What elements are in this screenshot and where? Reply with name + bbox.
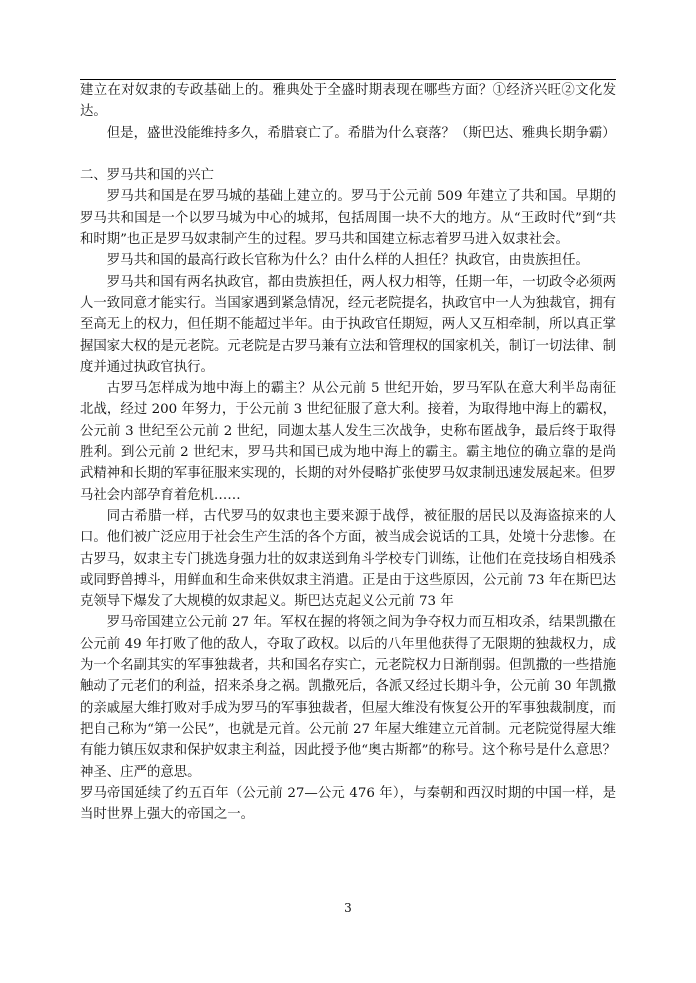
page-number: 3: [344, 901, 352, 915]
section-heading: 二、罗马共和国的兴亡: [80, 168, 214, 184]
paragraph: 古罗马怎样成为地中海上的霸主？从公元前 5 世纪开始，罗马军队在意大利半岛南征北战，经过 200 年努力，于公元前 3 世纪征服了意大利。接着，为取得地中海上的霸权，公元前 3 世纪至公元前 2 世纪，同迦太基人发生三次战争，史称布匿战争，最后终于取得胜利。到公元前 2 世纪末，罗马共和国已成为地中海上的霸主。霸主地位的确立靠的是尚武精神和长期的军事征服来实现的，长期的对外侵略扩张使罗马奴隶制迅速发展起来。但罗马社会内部孕育着危机……: [80, 381, 616, 503]
paragraph: 罗马共和国有两名执政官，都由贵族担任，两人权力相等，任期一年，一切政令必须两人一致同意才能实行。当国家遇到紧急情况，经元老院提名，执政官中一人为独裁官，拥有至高无上的权力，但任期不能超过半年。由于执政官任期短，两人又互相牵制，所以真正掌握国家大权的是元老院。元老院是古罗马兼有立法和管理权的国家机关，制订一切法律、制度并通过执政官执行。: [80, 274, 616, 375]
paragraph: 罗马帝国建立公元前 27 年。军权在握的将领之间为争夺权力而互相攻杀，结果凯撒在公元前 49 年打败了他的敌人，夺取了政权。以后的八年里他获得了无限期的独裁权力，成为一个名副其实的军事独裁者，共和国名存实亡，元老院权力日渐削弱。但凯撒的一些措施触动了元老们的利益，招来杀身之祸。凯撒死后，各派又经过长期斗争，公元前 30 年凯撒的亲戚屋大维打败对手成为罗马的军事独裁者，但屋大维没有恢复公开的军事独裁制度，而把自己称为“第一公民”，也就是元首。公元前 27 年屋大维建立元首制。元老院觉得屋大维有能力镇压奴隶和保护奴隶主利益，因此授予他“奥古斯都”的称号。这个称号是什么意思？神圣、庄严的意思。: [80, 615, 616, 780]
document-body: [80, 80, 616, 825]
paragraph: 罗马共和国是在罗马城的基础上建立的。罗马于公元前 509 年建立了共和国。早期的罗马共和国是一个以罗马城为中心的城邦，包括周围一块不大的地方。从“王政时代”到“共和时期”也正是罗马奴隶制产生的过程。罗马共和国建立标志着罗马进入奴隶社会。: [80, 189, 616, 248]
paragraph: 但是，盛世没能维持多久，希腊衰亡了。希腊为什么衰落？（斯巴达、雅典长期争霸）: [106, 125, 616, 141]
paragraph: 罗马共和国的最高行政长官称为什么？由什么样的人担任？执政官，由贵族担任。: [106, 253, 589, 269]
paragraph: 同古希腊一样，古代罗马的奴隶也主要来源于战俘，被征服的居民以及海盗掠来的人口。他们被广泛应用于社会生产生活的各个方面，被当成会说话的工具，处境十分悲惨。在古罗马，奴隶主专门挑选身强力壮的奴隶送到角斗学校专门训练，让他们在竞技场自相残杀或同野兽搏斗，用鲜血和生命来供奴隶主消遣。正是由于这些原因，公元前 73 年在斯巴达克领导下爆发了大规模的奴隶起义。斯巴达克起义公元前 73 年: [80, 508, 616, 610]
paragraph: 建立在对奴隶的专政基础上的。雅典处于全盛时期表现在哪些方面？①经济兴旺②文化发达。: [80, 83, 616, 120]
paragraph-gap: [80, 144, 616, 165]
paragraph: 罗马帝国延续了约五百年（公元前 27—公元 476 年），与秦朝和西汉时期的中国一样，是当时世界上强大的帝国之一。: [80, 785, 616, 823]
